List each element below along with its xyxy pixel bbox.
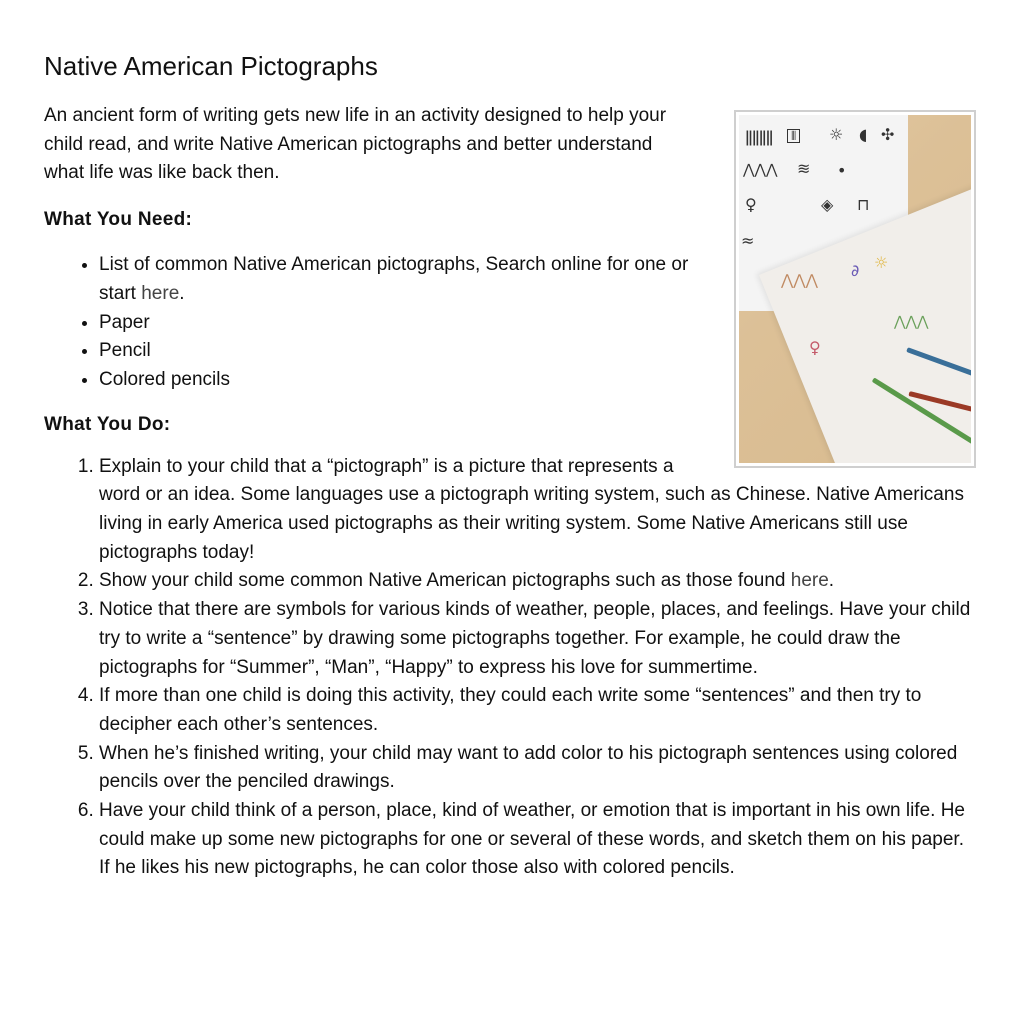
steps-list [44, 453, 976, 884]
page-title: Native American Pictographs [44, 51, 378, 81]
figure-drawing-icon: ♀ [809, 338, 821, 357]
here-link[interactable]: here [790, 570, 829, 592]
step-item: 4. If more than one child is doing this activity, they could each write some “sentences” and then try to decipher each other’s sentences. [99, 682, 976, 739]
list-item: • List of common Native American pictographs, Search online for one or start here. [99, 251, 976, 308]
intro-paragraph: An ancient form of writing gets new life in an activity designed to help your child read, and write Native American pictographs and better understand what life was like back then. [44, 105, 667, 184]
what-you-do-heading: What You Do: [44, 413, 171, 435]
great-spirit-glyph-icon: ◈ [821, 195, 834, 214]
good-glyph-icon: • [837, 161, 847, 180]
what-you-need-heading: What You Need: [44, 209, 193, 231]
activity-photo [739, 115, 971, 463]
water-glyph-icon: ≈ [741, 231, 755, 250]
list-item: • Pencil [99, 337, 976, 366]
step-item: 1. Explain to your child that a “pictograph” is a picture that represents a word or an idea. Some languages use a pictograph writing system, such as Chinese. Native Americans living in early America used pictographs as their writing system. Some Native Americans still use pictographs today! [99, 453, 976, 568]
snake-drawing-icon: ∂ [851, 261, 860, 280]
star-glyph-icon: ✣ [881, 125, 895, 144]
step-item: 2. Show your child some common Native American pictographs such as those found here. [99, 567, 976, 596]
step-item: 3. Notice that there are symbols for various kinds of weather, people, places, and feelings. Have your child try to write a “sentence” by drawing some pictographs together. For example, he could draw the pictographs for “Summer”, “Man”, “Happy” to express his love for summertime. [99, 596, 976, 682]
horse-glyph-icon: ⊓ [857, 195, 870, 214]
here-link[interactable]: here [141, 282, 180, 304]
winter-glyph-icon: ⦀ [787, 129, 800, 143]
sun-glyph-icon: ☼ [829, 125, 844, 144]
teepee-drawing-icon: ⋀⋀⋀ [781, 271, 818, 289]
list-item: • Colored pencils [99, 366, 976, 395]
activity-photo-frame [734, 110, 976, 468]
step-item: 6. Have your child think of a person, place, kind of weather, or emotion that is important in his own life. He could make up some new pictographs for one or several of these words, and sketch them on his paper. If he likes his new pictographs, he can color those also with colored pencils. [99, 797, 976, 883]
mountains-drawing-icon: ⋀⋀⋀ [894, 314, 929, 330]
article [44, 48, 976, 883]
moon-glyph-icon: ◖ [859, 125, 868, 144]
man-glyph-icon: ♀ [745, 195, 757, 214]
summer-glyph-icon: ǁǁǁǁ [745, 127, 773, 146]
step-item: 5. When he’s finished writing, your child may want to add color to his pictograph sentences using colored pencils over the penciled drawings. [99, 740, 976, 797]
indian-camp-glyph-icon: ⋀⋀⋀ [743, 162, 778, 178]
sun-drawing-icon: ☼ [874, 253, 889, 272]
list-item: • Paper [99, 309, 976, 338]
campfire-glyph-icon: ≋ [797, 159, 811, 178]
